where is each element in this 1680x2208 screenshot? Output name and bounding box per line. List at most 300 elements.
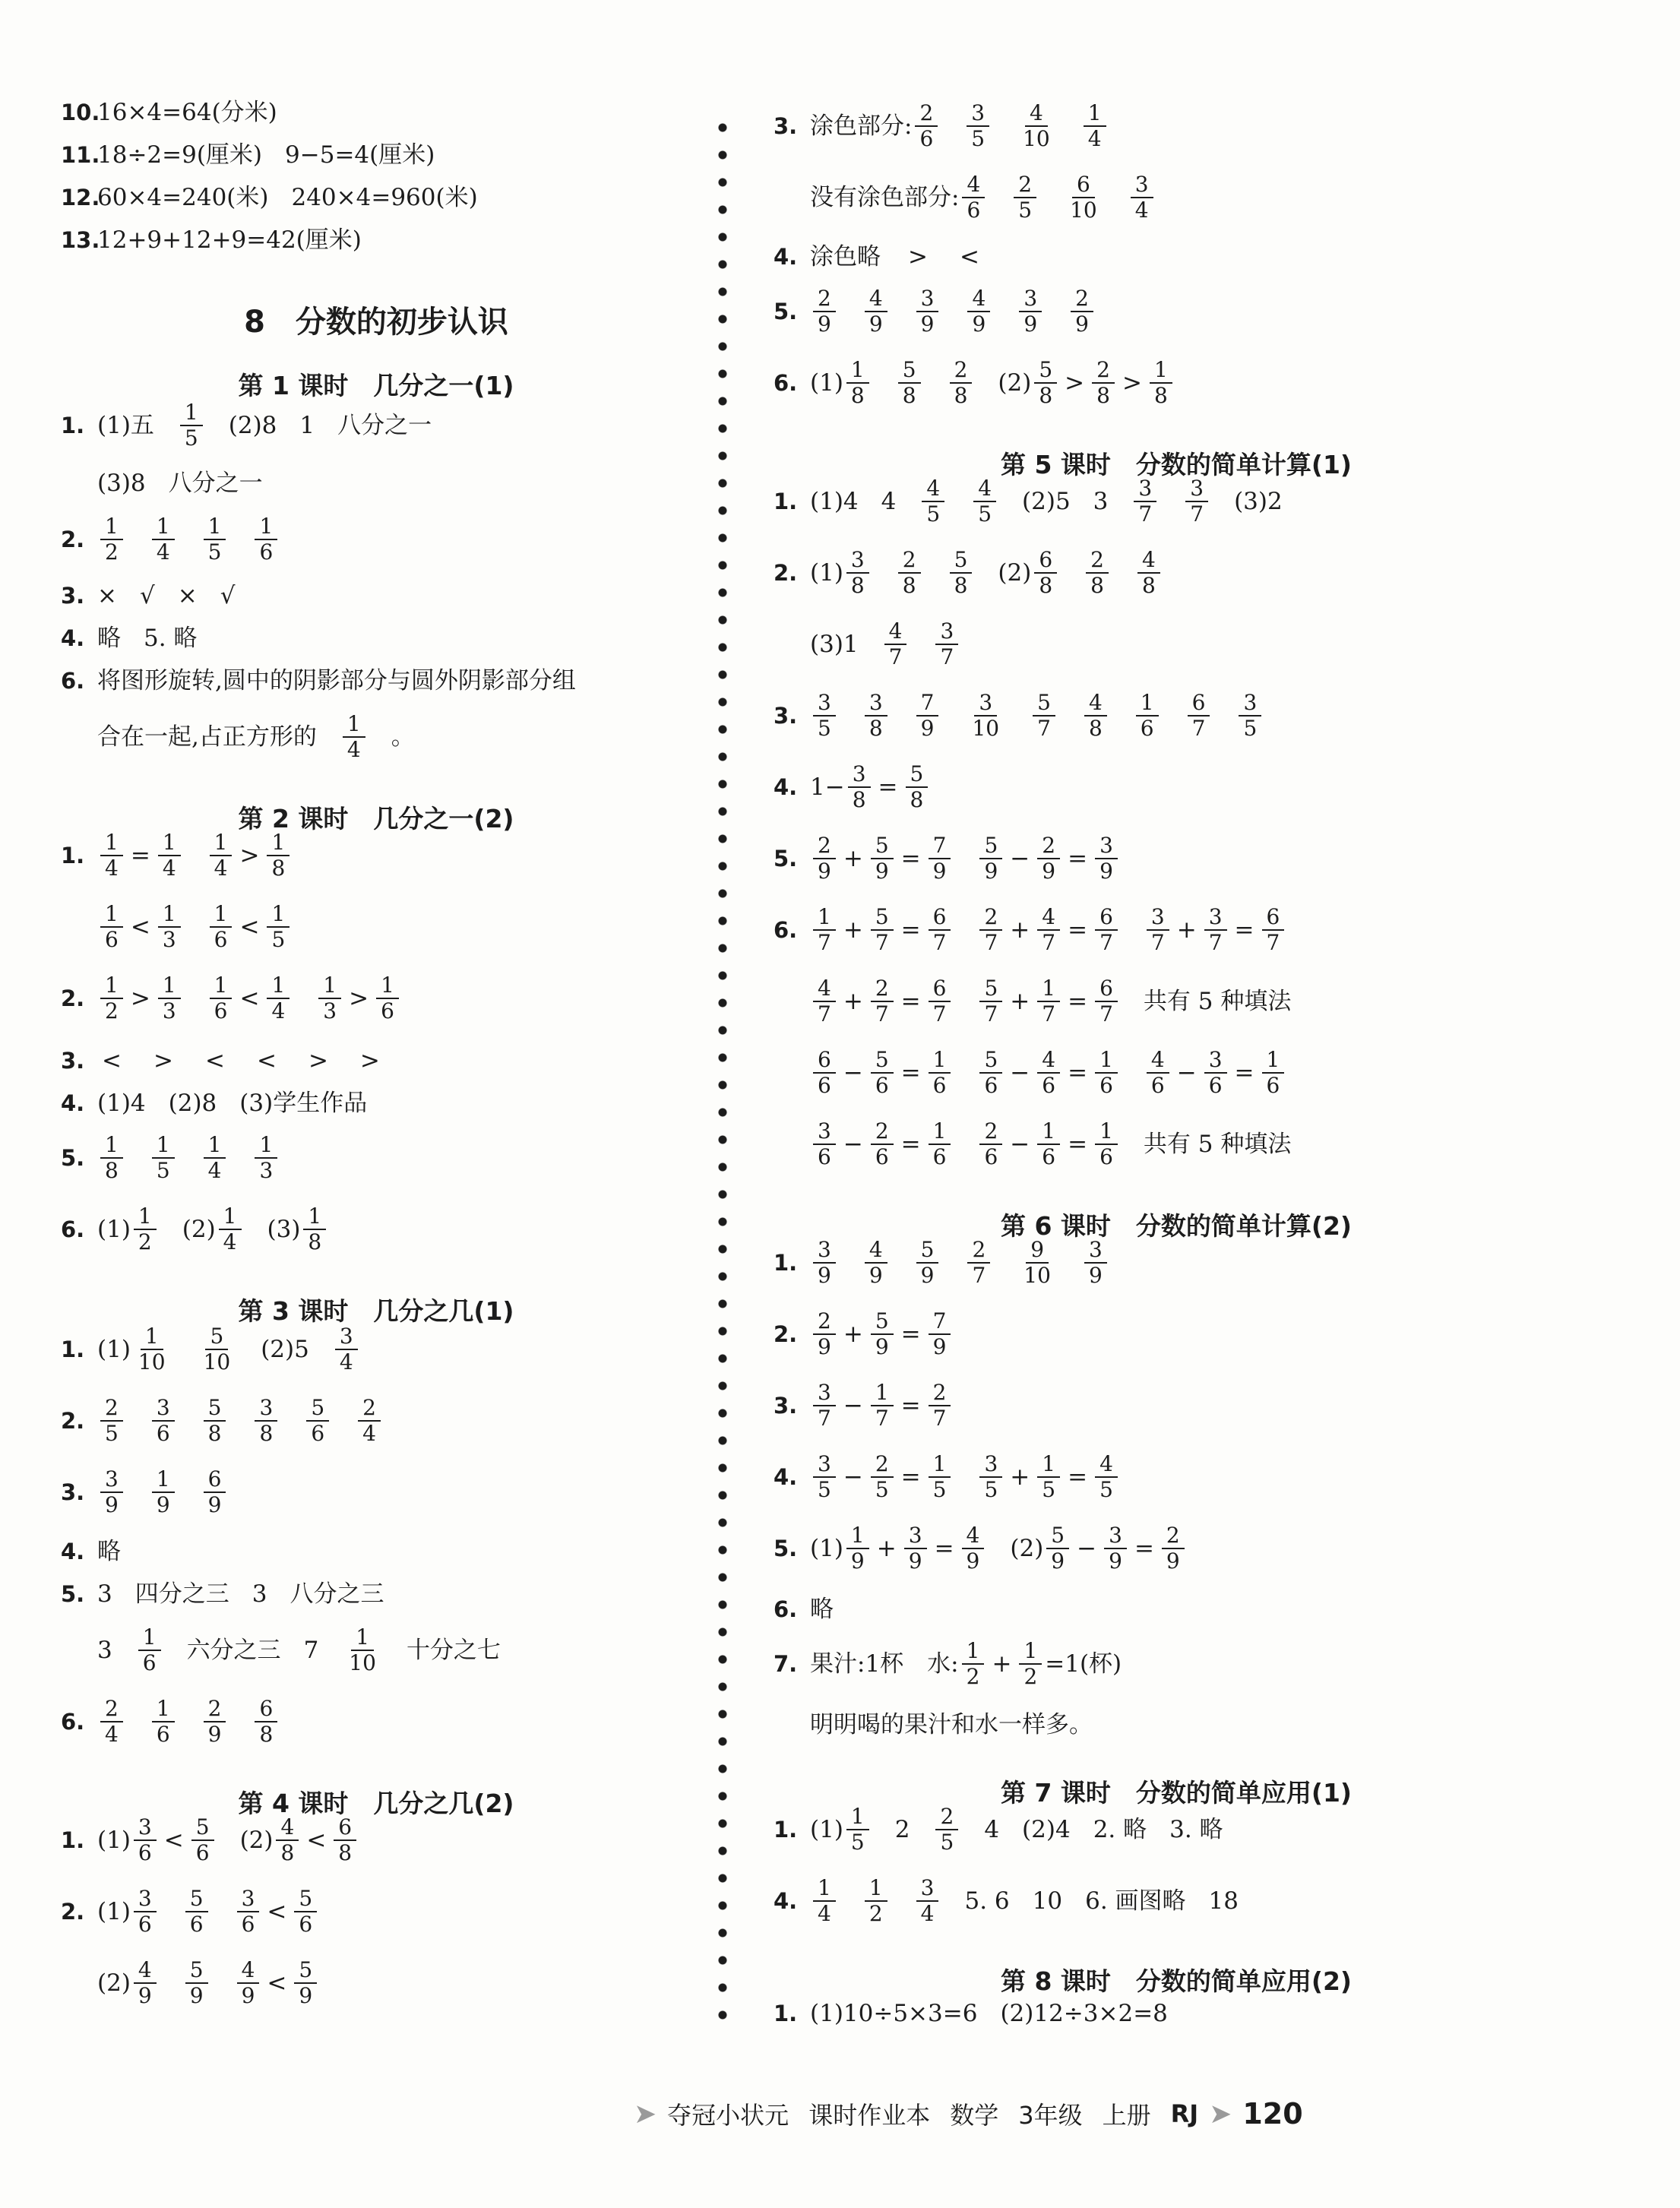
fraction-numerator: 1 bbox=[1262, 1048, 1285, 1074]
fraction-denominator: 6 bbox=[875, 1073, 889, 1098]
arrow-icon: ➤ bbox=[1209, 2098, 1232, 2130]
fraction-denominator: 8 bbox=[902, 383, 916, 408]
answer-item bbox=[97, 1635, 112, 1665]
answer-item bbox=[810, 1381, 954, 1431]
fraction bbox=[255, 514, 277, 565]
fraction bbox=[1095, 1119, 1118, 1169]
fraction-numerator: 5 bbox=[205, 1324, 228, 1350]
fraction bbox=[1095, 905, 1118, 955]
answer-item bbox=[1134, 548, 1163, 598]
fraction-numerator: 3 bbox=[935, 619, 958, 645]
fraction-numerator: 1 bbox=[100, 514, 123, 540]
fraction-denominator: 5 bbox=[875, 1477, 889, 1502]
math-operator: + bbox=[1010, 988, 1030, 1015]
answer-item bbox=[341, 1625, 384, 1675]
fraction bbox=[935, 619, 958, 669]
fraction bbox=[865, 1876, 887, 1926]
answer-item bbox=[182, 1887, 211, 1937]
fraction-denominator: 9 bbox=[932, 1334, 947, 1359]
fraction bbox=[915, 101, 938, 151]
fraction-denominator: 6 bbox=[1140, 716, 1154, 741]
fraction-numerator: 5 bbox=[1033, 691, 1055, 716]
lesson-title: 第 1 课时 几分之一(1) bbox=[238, 371, 514, 400]
fraction-numerator: 2 bbox=[871, 1119, 894, 1145]
fraction-denominator: 7 bbox=[972, 1263, 986, 1288]
answer-item bbox=[135, 1625, 164, 1675]
fraction-denominator: 7 bbox=[1191, 716, 1206, 741]
answer-item bbox=[976, 1452, 1120, 1502]
answer-item bbox=[1093, 486, 1109, 517]
answer-item bbox=[201, 1045, 229, 1076]
answer-item bbox=[1081, 1238, 1110, 1288]
fraction bbox=[1095, 834, 1118, 884]
fraction-numerator: 3 bbox=[1134, 476, 1156, 502]
fraction bbox=[1134, 476, 1156, 527]
answer-line bbox=[61, 1533, 144, 1570]
fraction bbox=[1034, 358, 1057, 408]
answer-item bbox=[1080, 101, 1109, 151]
question-number: 6. bbox=[61, 1216, 85, 1242]
fraction-denominator: 8 bbox=[1088, 716, 1103, 741]
answer-item bbox=[976, 834, 1120, 884]
math-operator: > bbox=[1122, 369, 1142, 397]
question-number: 1. bbox=[61, 1337, 85, 1362]
fraction-denominator: 5 bbox=[271, 927, 286, 952]
answer-item bbox=[97, 666, 576, 696]
fraction-denominator: 6 bbox=[381, 998, 394, 1023]
answer-item bbox=[895, 1814, 910, 1845]
fraction-denominator: 8 bbox=[280, 1840, 295, 1865]
answer-text: 六分之三 bbox=[186, 1637, 281, 1664]
answer-item bbox=[1016, 286, 1045, 337]
fraction bbox=[929, 905, 951, 955]
fraction-numerator: 5 bbox=[294, 1958, 317, 1984]
fraction-denominator: 8 bbox=[852, 787, 866, 812]
fraction-numerator: 1 bbox=[152, 1467, 175, 1493]
answer-item bbox=[964, 691, 1007, 741]
fraction-denominator: 9 bbox=[1109, 1548, 1122, 1574]
answer-item bbox=[932, 619, 961, 669]
answer-line bbox=[61, 1696, 303, 1747]
fraction bbox=[1092, 358, 1115, 408]
fraction-numerator: 1 bbox=[204, 514, 226, 540]
fraction-numerator: 3 bbox=[813, 1381, 836, 1406]
question-number: 4. bbox=[61, 625, 85, 651]
answer-item bbox=[207, 902, 293, 952]
answer-text: 1− bbox=[810, 773, 845, 801]
answer-text: 略 bbox=[97, 625, 121, 652]
fraction-numerator: 3 bbox=[979, 1452, 1002, 1478]
answer-text: 18÷2=9(厘米) bbox=[97, 141, 263, 169]
answer-text: 。 bbox=[391, 723, 415, 751]
answer-item bbox=[881, 486, 897, 517]
answer-text: 10 bbox=[1032, 1887, 1063, 1915]
answer-item bbox=[252, 1396, 280, 1446]
answer-item bbox=[810, 548, 872, 598]
fraction-denominator: 7 bbox=[818, 1001, 831, 1026]
fraction bbox=[906, 762, 929, 812]
fraction-numerator: 3 bbox=[335, 1324, 358, 1350]
fraction-denominator: 7 bbox=[1208, 930, 1223, 955]
answer-item bbox=[998, 358, 1175, 408]
answer-item bbox=[976, 976, 1120, 1026]
fraction-numerator: 1 bbox=[1136, 691, 1159, 716]
fraction-denominator: 9 bbox=[138, 1983, 152, 2008]
answer-text: 八分之一 bbox=[168, 470, 263, 497]
answer-text: (1)4 bbox=[810, 488, 859, 515]
fraction bbox=[100, 902, 123, 952]
answer-text: 240×4=960(米) bbox=[291, 184, 478, 211]
answer-text: × bbox=[97, 582, 117, 609]
fraction bbox=[813, 1876, 836, 1926]
fraction-numerator: 1 bbox=[204, 1133, 226, 1159]
fraction-denominator: 2 bbox=[105, 539, 119, 565]
fraction-numerator: 1 bbox=[929, 1452, 951, 1478]
fraction bbox=[846, 1523, 869, 1574]
answer-item bbox=[1081, 691, 1110, 741]
fraction bbox=[1095, 1452, 1118, 1502]
fraction-numerator: 3 bbox=[134, 1815, 157, 1841]
fraction bbox=[100, 1467, 123, 1517]
fraction-numerator: 5 bbox=[871, 834, 894, 859]
fraction-numerator: 6 bbox=[1262, 905, 1285, 931]
question-number: 4. bbox=[774, 1888, 798, 1914]
math-operator: < bbox=[267, 1969, 287, 1997]
answer-line bbox=[61, 1624, 524, 1675]
fraction-numerator: 5 bbox=[871, 1048, 894, 1074]
fraction-denominator: 7 bbox=[818, 1406, 831, 1431]
fraction-denominator: 7 bbox=[875, 1406, 889, 1431]
fraction-denominator: 4 bbox=[346, 737, 361, 762]
fraction-numerator: 3 bbox=[1204, 905, 1227, 931]
answer-item bbox=[97, 1133, 126, 1183]
fraction bbox=[191, 1815, 214, 1865]
fraction-denominator: 9 bbox=[984, 859, 998, 884]
answer-item bbox=[913, 1238, 942, 1288]
fraction-denominator: 10 bbox=[1070, 198, 1097, 223]
answer-item bbox=[1030, 691, 1058, 741]
math-operator: + bbox=[876, 1535, 897, 1562]
fraction-denominator: 6 bbox=[1150, 1073, 1165, 1098]
fraction-numerator: 1 bbox=[1084, 101, 1106, 127]
answer-item bbox=[1011, 172, 1039, 223]
fraction-denominator: 5 bbox=[850, 1830, 865, 1855]
fraction-numerator: 4 bbox=[865, 1238, 887, 1264]
fraction bbox=[1071, 286, 1093, 337]
answer-item bbox=[149, 1467, 178, 1517]
answer-line bbox=[774, 1995, 1191, 2032]
answer-item bbox=[149, 1133, 178, 1183]
answer-item bbox=[229, 410, 277, 441]
question-number: 1. bbox=[774, 1250, 798, 1276]
fraction-numerator: 5 bbox=[979, 834, 1002, 859]
fraction bbox=[1095, 1048, 1118, 1098]
answer-item bbox=[1068, 286, 1096, 337]
answer-item bbox=[97, 514, 126, 565]
fraction-denominator: 6 bbox=[818, 1144, 831, 1169]
fraction-numerator: 4 bbox=[1095, 1452, 1118, 1478]
math-operator: − bbox=[1010, 1059, 1030, 1087]
answer-text: =1(杯) bbox=[1045, 1650, 1122, 1678]
answer-text: 2 bbox=[894, 1816, 910, 1843]
math-operator: = bbox=[1234, 1059, 1254, 1087]
fraction bbox=[158, 902, 181, 952]
answer-item bbox=[913, 286, 942, 337]
fraction-denominator: 4 bbox=[223, 1229, 237, 1254]
fraction-numerator: 3 bbox=[916, 1876, 939, 1902]
fraction-denominator: 4 bbox=[105, 1722, 119, 1747]
fraction bbox=[1095, 976, 1118, 1026]
lesson-title: 第 2 课时 几分之一(2) bbox=[238, 804, 514, 834]
question-number: 2. bbox=[61, 1408, 85, 1434]
fraction-denominator: 6 bbox=[875, 1144, 889, 1169]
fraction-denominator: 8 bbox=[1039, 383, 1053, 408]
fraction-numerator: 4 bbox=[884, 619, 907, 645]
fraction-numerator: 3 bbox=[813, 1238, 836, 1264]
answer-item bbox=[304, 1635, 319, 1665]
fraction-denominator: 8 bbox=[259, 1722, 274, 1747]
fraction-denominator: 6 bbox=[214, 927, 228, 952]
math-operator: > bbox=[908, 243, 928, 270]
fraction bbox=[1037, 1048, 1060, 1098]
answer-line bbox=[774, 976, 1314, 1026]
fraction-numerator: 1 bbox=[351, 1625, 374, 1651]
answer-item bbox=[234, 1958, 321, 2008]
answer-text: 60×4=240(米) bbox=[97, 184, 269, 211]
fraction bbox=[1046, 1523, 1069, 1574]
fraction-numerator: 3 bbox=[1131, 172, 1153, 198]
answer-item bbox=[97, 225, 362, 255]
fraction bbox=[904, 1523, 927, 1574]
math-operator: = bbox=[130, 842, 150, 869]
fraction-numerator: 3 bbox=[100, 1467, 123, 1493]
fraction bbox=[1136, 691, 1159, 741]
fraction-numerator: 7 bbox=[916, 691, 939, 716]
answer-line bbox=[61, 179, 501, 216]
fraction-numerator: 2 bbox=[967, 1238, 990, 1264]
fraction-denominator: 8 bbox=[207, 1421, 222, 1446]
answer-item bbox=[862, 286, 891, 337]
fraction bbox=[1037, 1119, 1060, 1169]
fraction-denominator: 9 bbox=[1042, 859, 1056, 884]
fraction-denominator: 5 bbox=[1243, 716, 1258, 741]
fraction bbox=[871, 1119, 894, 1169]
fraction-denominator: 7 bbox=[1099, 1001, 1113, 1026]
answer-item bbox=[289, 1579, 384, 1609]
fraction bbox=[1019, 286, 1042, 337]
math-operator: < bbox=[306, 1827, 327, 1854]
fraction-numerator: 3 bbox=[904, 1523, 927, 1549]
question-number: 1. bbox=[774, 1817, 798, 1843]
fraction-numerator: 1 bbox=[267, 830, 289, 856]
answer-item bbox=[97, 830, 184, 881]
fraction-denominator: 5 bbox=[926, 501, 941, 527]
fraction bbox=[100, 1396, 123, 1446]
fraction-numerator: 1 bbox=[962, 1639, 985, 1665]
math-operator: = bbox=[1068, 1463, 1088, 1491]
answer-item bbox=[337, 410, 432, 441]
answer-line bbox=[61, 577, 258, 614]
answer-item bbox=[332, 1324, 361, 1374]
fraction-numerator: 6 bbox=[1188, 691, 1210, 716]
fraction bbox=[871, 976, 894, 1026]
fraction bbox=[916, 286, 939, 337]
math-operator: = bbox=[1068, 988, 1088, 1015]
answer-item bbox=[947, 548, 976, 598]
answer-item bbox=[97, 1204, 160, 1254]
answer-item bbox=[201, 514, 229, 565]
answer-item bbox=[97, 623, 121, 653]
fraction-numerator: 3 bbox=[846, 548, 869, 574]
fraction-denominator: 9 bbox=[920, 312, 935, 337]
question-number: 4. bbox=[61, 1090, 85, 1116]
fraction-denominator: 6 bbox=[156, 1421, 170, 1446]
math-operator: − bbox=[1077, 1535, 1097, 1562]
answer-item bbox=[1131, 476, 1160, 527]
answer-text: 5. 6 bbox=[964, 1887, 1010, 1915]
fraction-numerator: 4 bbox=[922, 476, 944, 502]
fraction-numerator: 3 bbox=[967, 101, 989, 127]
answer-text: 7 bbox=[303, 1637, 319, 1664]
fraction bbox=[100, 973, 123, 1023]
answer-text: 1 bbox=[299, 412, 315, 439]
fraction-numerator: 1 bbox=[929, 1119, 951, 1145]
answer-line bbox=[61, 711, 438, 762]
fraction-denominator: 10 bbox=[1024, 1263, 1051, 1288]
fraction-numerator: 1 bbox=[100, 830, 123, 856]
fraction-denominator: 9 bbox=[105, 1492, 119, 1517]
fraction bbox=[967, 691, 1004, 741]
question-number: 5. bbox=[774, 846, 798, 871]
fraction bbox=[1037, 976, 1060, 1026]
answer-text: (1) bbox=[97, 1336, 131, 1363]
fraction-numerator: 1 bbox=[929, 1048, 951, 1074]
fraction-numerator: 3 bbox=[813, 1452, 836, 1478]
fraction bbox=[865, 1238, 887, 1288]
fraction-numerator: 6 bbox=[204, 1467, 226, 1493]
answer-item bbox=[407, 1635, 501, 1665]
fraction-numerator: 1 bbox=[1095, 1048, 1118, 1074]
fraction bbox=[929, 1048, 951, 1098]
fraction bbox=[973, 476, 996, 527]
fraction-denominator: 8 bbox=[850, 573, 865, 598]
answer-line bbox=[774, 1804, 1246, 1855]
fraction bbox=[813, 834, 836, 884]
fraction-numerator: 4 bbox=[1037, 905, 1060, 931]
answer-item bbox=[97, 902, 184, 952]
answer-line bbox=[61, 663, 599, 699]
fraction-numerator: 2 bbox=[979, 905, 1002, 931]
fraction bbox=[1084, 101, 1106, 151]
question-number: 6. bbox=[61, 1709, 85, 1735]
answer-text: (2)12÷3×2=8 bbox=[1000, 2000, 1168, 2027]
answer-item bbox=[299, 410, 315, 441]
fraction bbox=[344, 1625, 381, 1675]
fraction-numerator: 3 bbox=[848, 762, 871, 788]
fraction-denominator: 4 bbox=[162, 856, 176, 881]
fraction bbox=[138, 1625, 161, 1675]
fraction-denominator: 9 bbox=[932, 859, 947, 884]
fraction-numerator: 4 bbox=[1037, 1048, 1060, 1074]
fraction bbox=[1014, 172, 1036, 223]
fraction-numerator: 1 bbox=[267, 902, 289, 928]
fraction-denominator: 7 bbox=[875, 930, 889, 955]
answer-text: (1) bbox=[810, 1535, 843, 1562]
fraction bbox=[1185, 476, 1208, 527]
fraction-numerator: 4 bbox=[813, 976, 836, 1002]
answer-text: (1) bbox=[97, 1216, 131, 1243]
fraction-numerator: 3 bbox=[813, 1119, 836, 1145]
fraction-numerator: 1 bbox=[141, 1324, 163, 1350]
lesson-title: 第 8 课时 分数的简单应用(2) bbox=[1000, 1966, 1353, 1996]
answer-item bbox=[97, 1467, 126, 1517]
answer-item bbox=[964, 1238, 993, 1288]
math-operator: = bbox=[1234, 916, 1254, 944]
footer-grade: 3年级 bbox=[1018, 2101, 1083, 2130]
fraction-denominator: 5 bbox=[984, 1477, 998, 1502]
answer-text: (1) bbox=[810, 369, 843, 397]
fraction-numerator: 3 bbox=[1239, 691, 1261, 716]
answer-item bbox=[810, 629, 859, 660]
fraction-denominator: 6 bbox=[105, 927, 119, 952]
fraction-numerator: 1 bbox=[871, 1381, 894, 1406]
fraction bbox=[916, 1876, 939, 1926]
fraction-denominator: 3 bbox=[259, 1158, 274, 1183]
fraction-numerator: 4 bbox=[962, 1523, 985, 1549]
fraction bbox=[152, 514, 175, 565]
fraction-denominator: 7 bbox=[1138, 501, 1153, 527]
answer-item bbox=[1144, 905, 1287, 955]
fraction-denominator: 9 bbox=[1099, 859, 1113, 884]
answer-item bbox=[976, 905, 1120, 955]
fraction-numerator: 1 bbox=[134, 1204, 157, 1230]
fraction-denominator: 9 bbox=[966, 1548, 980, 1574]
fraction bbox=[267, 973, 289, 1023]
fraction bbox=[100, 514, 123, 565]
fraction bbox=[846, 548, 869, 598]
fraction-numerator: 2 bbox=[871, 976, 894, 1002]
answer-text: 四分之三 bbox=[134, 1580, 229, 1608]
answer-item bbox=[252, 1697, 280, 1747]
answer-text: (1) bbox=[97, 1827, 131, 1854]
answer-item bbox=[391, 722, 415, 752]
math-operator: + bbox=[843, 916, 863, 944]
fraction-numerator: 1 bbox=[100, 973, 123, 999]
fraction bbox=[979, 905, 1002, 955]
fraction-denominator: 2 bbox=[138, 1229, 152, 1254]
fraction-numerator: 1 bbox=[1019, 1639, 1042, 1665]
answer-line bbox=[61, 465, 286, 501]
math-operator: < bbox=[239, 913, 260, 941]
fraction-numerator: 4 bbox=[967, 286, 990, 312]
fraction bbox=[376, 973, 399, 1023]
answer-text: (3) bbox=[267, 1216, 301, 1243]
answer-text: (2)5 bbox=[1022, 488, 1071, 515]
fraction-numerator: 6 bbox=[929, 905, 951, 931]
fraction-numerator: 1 bbox=[813, 1876, 836, 1902]
answer-item bbox=[895, 358, 924, 408]
fraction-denominator: 3 bbox=[162, 927, 176, 952]
answer-item bbox=[355, 1396, 384, 1446]
answer-text: 12+9+12+9=42(厘米) bbox=[97, 226, 362, 254]
fraction bbox=[204, 1396, 226, 1446]
answer-text: (2) bbox=[97, 1969, 131, 1997]
answer-text: 4 bbox=[881, 488, 897, 515]
answer-text: 9−5=4(厘米) bbox=[285, 141, 435, 169]
fraction-denominator: 10 bbox=[349, 1650, 376, 1675]
fraction-numerator: 5 bbox=[294, 1887, 317, 1912]
fraction bbox=[255, 1697, 277, 1747]
